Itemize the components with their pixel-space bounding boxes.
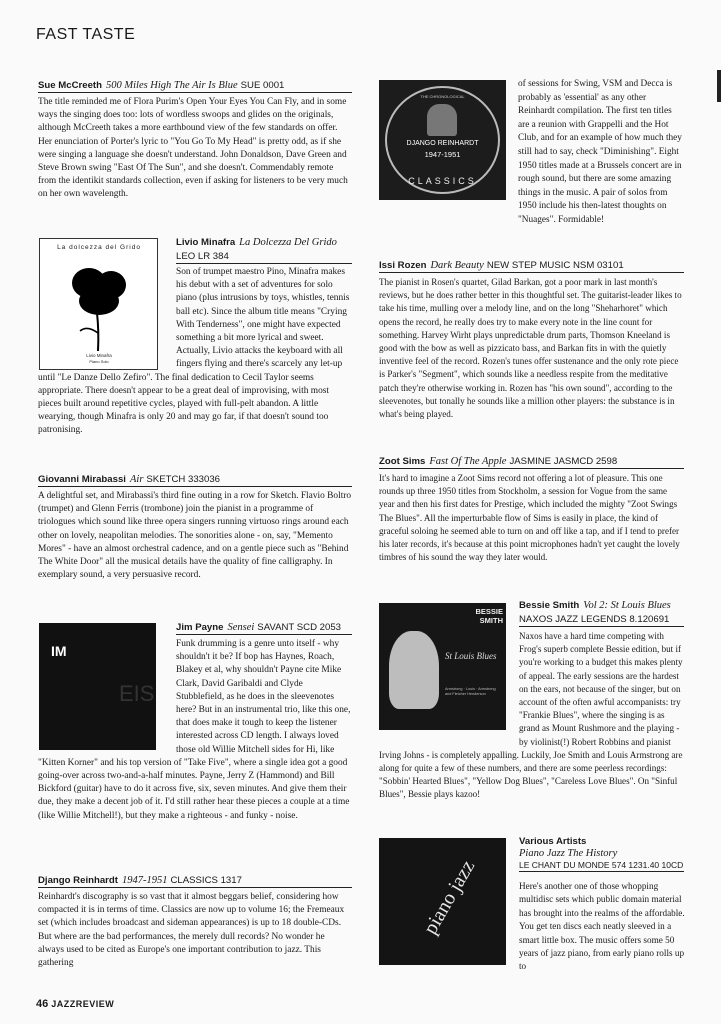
review-body-sims: It's hard to imagine a Zoot Sims record not offering a lot of pleasure. This one rounds up three 1950 titles from Stockholm, a session for Vogue from the same year and then his first dates for Prestige, which included the mighty "Zoot Swings The Blues". All the imperturbable flow of Sims is easily in place, the kind of graceful soloing he seemed able to turn on and off like a tap, and if I tend to prefer his later records, it's because at this point microphones hadn't yet caught the lovely timbres of his sound the way they later would. (379, 473, 680, 563)
cover-name: DJANGO REINHARDT (406, 140, 479, 147)
album-cover-reinhardt (379, 80, 506, 200)
review-body-mccreeth: The title reminded me of Flora Purim's Open Your Eyes You Can Fly, and in some ways the singing does too: lots of wordless swoops and glides on the originals, although McCreeth takes a more earthbound view of the few standards on offer. Her enunciation of Porter's lyric to "You Go To My Head" is pretty odd, as if she were singing a language she doesn't understand. John Donaldson, Dave Green and Steve Brown swing "East Of The Sun", and she doesn't. Commendably remote from the identikit standards collection, even if asking for listeners to be very much on her own wavelength. (38, 97, 348, 200)
cover-title: piano jazz (419, 856, 480, 939)
review-body-payne (38, 638, 352, 823)
cover-title: IM (51, 643, 67, 659)
album-title: Dark Beauty (430, 260, 484, 271)
album-title: Piano Jazz The History (519, 848, 618, 859)
review-header-bessie (519, 600, 684, 627)
album-title: 500 Miles High The Air Is Blue (105, 80, 238, 91)
artist: Jim Payne (176, 622, 224, 633)
catalog-number: NAXOS JAZZ LEGENDS 8.120691 (519, 614, 670, 625)
artist: Zoot Sims (379, 456, 426, 467)
cover-label: CLASSICS (408, 176, 477, 186)
catalog-number: SKETCH 333036 (146, 474, 220, 485)
catalog-number: LE CHANT DU MONDE 574 1231.40 10CD (519, 860, 684, 870)
cover-credits: Armstrong · Louis · Armstrong and Fletcher Henderson (445, 687, 496, 696)
review-header-various (519, 836, 684, 872)
review-body-mirabassi: A delightful set, and Mirabassi's third fine outing in a row for Sketch. Flavio Boltro (trumpet) and Glenn Ferris (trombone) join the pianist in a programme of triologues which sound like three opera singers running virtuoso rings around each other on lovely, neapolitan melodies. The sonorities alone - on, say, "Memento Mores" - have an almost orchestral cadence, and on a gentle piece such as "Behind The White Door" all the musical details have the quality of fine calligraphy. In exemplary sound, a very persuasive record. (38, 491, 352, 581)
album-cover-pianojazz (379, 838, 506, 965)
catalog-number: LEO LR 384 (176, 251, 229, 262)
review-header-sims (379, 456, 684, 469)
text-wrap-spacer (379, 630, 519, 742)
review-body-rozen: The pianist in Rosen's quartet, Gilad Barkan, got a poor mark in last month's reviews, but he does rather better in this thoughtful set. The guitarist-leader likes to take his time, mulling over a melody line, and on the long "Sheharhoret" which opens the record, he really does try to make every note in the line count for something. Harvey Wirht plays unpredictable drum parts, Thomson Kneeland is good with the bow as well as pizzicato bass, and Barkan fits in with the quietly inventive feel of the record. Rozen's tunes offer sustenance and the only rote piece is Parker's "Segment", which sounds like a needless respite from the meditative patch they're otherwise working in. Rozen has "his own sound", according to the sleevenotes, but tonally he sounds like a million other players: the substance is in what's being played. (379, 277, 682, 420)
artist: Bessie Smith (519, 600, 580, 611)
cover-name: BESSIE SMITH (475, 607, 503, 625)
cover-series: THE CHRONOLOGICAL (420, 94, 465, 99)
review-header-payne (176, 622, 352, 635)
artist: Livio Minafra (176, 237, 236, 248)
page-edge-tab (717, 70, 721, 102)
review-body-various: Here's another one of those whopping multidisc sets which public domain material has brought into the realms of the affordable. You get ten discs each neatly sleeved in a smart little box. The music offers some 50 years of jazz piano, from early piano rolls up to (519, 881, 685, 972)
portrait (427, 104, 457, 136)
catalog-number: SUE 0001 (240, 80, 285, 91)
review-header-reinhardt (38, 875, 352, 888)
catalog-number: SAVANT SCD 2053 (257, 622, 342, 633)
text-wrap-spacer (38, 638, 176, 756)
album-title: 1947-1951 (121, 875, 168, 886)
review-header-minafra (176, 237, 352, 264)
section-title: FAST TASTE (36, 26, 136, 43)
cover-subtitle: Piano Solo (89, 359, 109, 364)
cover-years: 1947-1951 (424, 150, 461, 159)
album-title: Air (129, 474, 144, 485)
magazine-name: JAZZREVIEW (51, 999, 115, 1009)
artist: Various Artists (519, 836, 587, 847)
review-body-reinhardt: Reinhardt's discography is so vast that it almost beggars belief, considering how compacted it is in terms of time. Classics are now up to volume 16; the Fremeaux set (which includes broadcast and sideman appearances) is up to 18 double-CDs. But where are the bad performances, the merely dull records? No wonder he always used to be cited as Europe's one important contribution to jazz. This gathering (38, 892, 345, 969)
review-text: Son of trumpet maestro Pino, Minafra makes his debut with a set of adventures for solo piano (plus intrusions by toys, whistles, tennis ball etc). Since the album title means "Crying With Tenderness", one might have expected something a bit more lyrical and sweet. Actually, Livio attacks the keyboard with all fingers flying and there's scarcely any let-up until "Le Danze Dello Zefiro". The final dedication to Cecil Taylor seems appropriate. There doesn't appear to be a great deal of improvising, with most pieces built around repetitive cycles, played with full-pelt abandon. A little wearying, though Minafra is only 20 and may go far, if that doesn't sound too patronising. (38, 267, 350, 436)
review-header-mccreeth (38, 80, 352, 93)
review-header-rozen (379, 260, 684, 273)
album-title: Fast Of The Apple (429, 456, 507, 467)
album-title: Sensei (227, 622, 255, 633)
page-footer (36, 998, 114, 1010)
page-number: 46 (36, 998, 49, 1010)
artist: Issi Rozen (379, 260, 427, 271)
catalog-number: CLASSICS 1317 (170, 875, 242, 886)
artist: Giovanni Mirabassi (38, 474, 126, 485)
review-body-reinhardt-cont: of sessions for Swing, VSM and Decca is probably as 'essential' as any other Reinhardt compilation. The first ten titles are a reunion with Grappelli and the Hot Club, and for an example of how much they still had to say, check "Diminishing". Eight 1950 titles made at a Brussels concert are in rough sound, but there are some amazing things in the music. A pair of solos from 1950 include his then-latest thoughts on "Nuages". Formidable! (518, 79, 682, 225)
catalog-number: NEW STEP MUSIC NSM 03101 (486, 260, 624, 271)
review-header-mirabassi (38, 474, 352, 487)
artist: Sue McCreeth (38, 80, 102, 91)
album-title: La Dolcezza Del Grido (239, 237, 337, 248)
artist: Django Reinhardt (38, 875, 118, 886)
catalog-number: JASMINE JASMCD 2598 (509, 456, 618, 467)
review-body-bessie (379, 630, 684, 802)
cover-title: La dolcezza del Grido (57, 244, 141, 251)
review-text: Naxos have a hard time competing with Frog's superb complete Bessie edition, but if you're working to a budget this makes plenty of appeal. The early sessions are the hardest on the ears, not because of the singer, but on account of the often awful accompanists: try "Frankie Blues", where the singing is as grand as Mount Rushmore and the playing - by violinist(!) Robert Robbins and pianist Irving Johns - is completely appalling. Luckily, Joe Smith and Louis Armstrong are along for quite a few of these numbers, and there are some peerless recordings: "Sobbin' Hearted Blues", "Yellow Dog Blues", "Careless Love Blues". On "Sinful Blues", Bessie plays kazoo! (379, 631, 683, 800)
cover-title: St Louis Blues (445, 651, 497, 661)
review-text: Funk drumming is a genre unto itself - why shouldn't it be? If bop has Haynes, Roach, Blakey et al, why shouldn't Payne cite Mike Clark, David Garibaldi and Clyde Stubblefield, as he does in the sleevenotes here? But in an instrumental trio, like this one, that does make it tough to keep the listener interested across CD length. I always loved those old Willie Mitchell sides for Hi, like "Kitten Korner" and his top version of "Take Five", where a single idea got a good going-over across two-and-a-half minutes. Payne, Jerry Z (Hammond) and Bill Bickford (guitar) have to do it across five, six, seven minutes. And give them their due, they make a decent job of it. I'd still rather hear these pieces a couple at a time (like Willie Mitchell!), but they make a righteous - and funky - noise. (38, 639, 351, 821)
cover-artist: Livio Minafra (86, 353, 112, 358)
album-title: Vol 2: St Louis Blues (583, 600, 671, 611)
cover-watermark: EIS (119, 681, 155, 706)
review-body-minafra (38, 266, 352, 438)
text-wrap-spacer (38, 266, 176, 370)
